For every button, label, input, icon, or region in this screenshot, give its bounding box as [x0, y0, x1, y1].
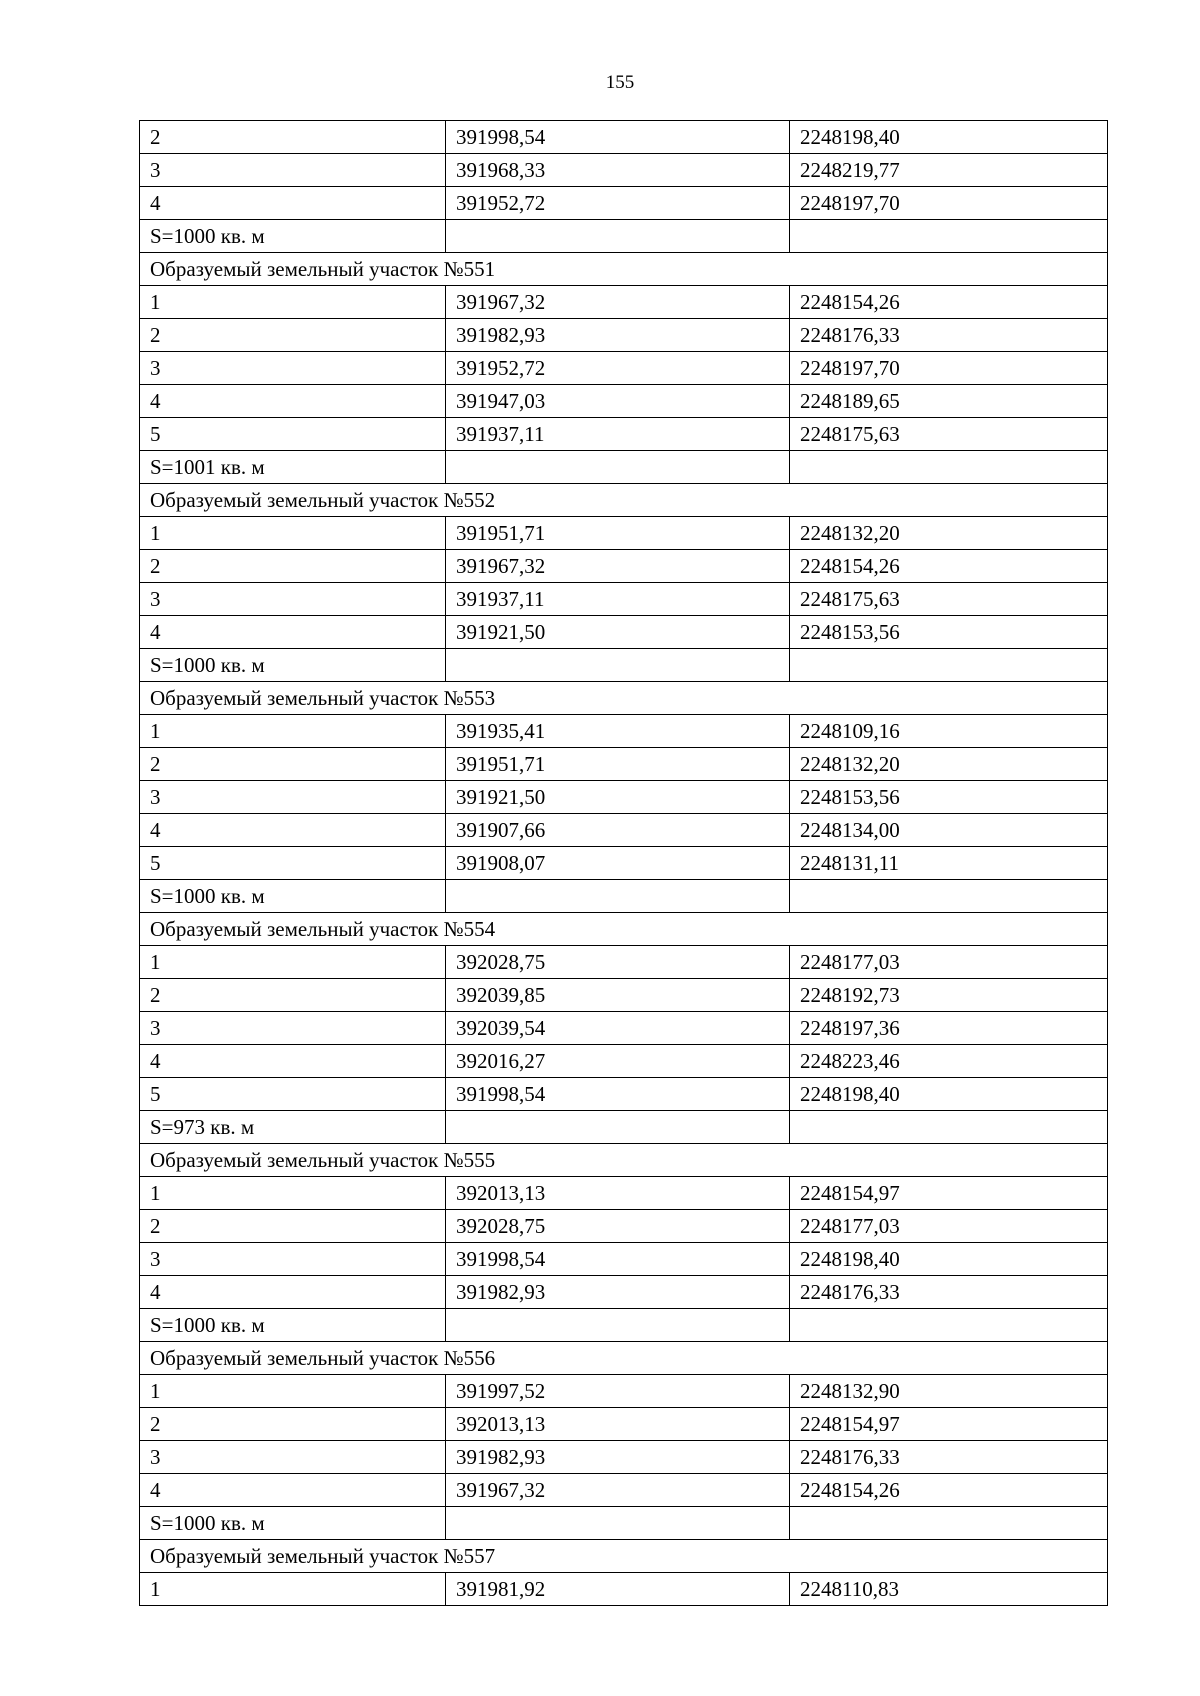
area-cell: S=1000 кв. м [140, 1309, 446, 1342]
plot-heading-cell: Образуемый земельный участок №556 [140, 1342, 1108, 1375]
x-coordinate-cell: 391998,54 [446, 1243, 790, 1276]
plot-heading-row [140, 1540, 1108, 1573]
point-row [140, 550, 1108, 583]
y-coordinate-cell: 2248153,56 [790, 781, 1108, 814]
x-coordinate-cell: 391967,32 [446, 1474, 790, 1507]
y-coordinate-cell: 2248154,97 [790, 1408, 1108, 1441]
point-row [140, 946, 1108, 979]
x-coordinate-cell: 392039,85 [446, 979, 790, 1012]
area-cell: S=973 кв. м [140, 1111, 446, 1144]
coordinates-table-body [140, 121, 1108, 1606]
x-coordinate-cell: 391907,66 [446, 814, 790, 847]
x-coordinate-cell: 391998,54 [446, 1078, 790, 1111]
point-row [140, 319, 1108, 352]
x-coordinate-cell: 391981,92 [446, 1573, 790, 1606]
plot-heading-cell: Образуемый земельный участок №551 [140, 253, 1108, 286]
plot-heading-row [140, 253, 1108, 286]
point-number-cell: 1 [140, 1573, 446, 1606]
point-row [140, 583, 1108, 616]
x-coordinate-cell: 391982,93 [446, 319, 790, 352]
y-coordinate-cell: 2248134,00 [790, 814, 1108, 847]
point-number-cell: 4 [140, 814, 446, 847]
point-row [140, 1474, 1108, 1507]
empty-cell [790, 451, 1108, 484]
x-coordinate-cell: 391967,32 [446, 550, 790, 583]
y-coordinate-cell: 2248176,33 [790, 1276, 1108, 1309]
area-row [140, 451, 1108, 484]
point-number-cell: 1 [140, 517, 446, 550]
y-coordinate-cell: 2248175,63 [790, 583, 1108, 616]
x-coordinate-cell: 391947,03 [446, 385, 790, 418]
y-coordinate-cell: 2248219,77 [790, 154, 1108, 187]
point-number-cell: 4 [140, 187, 446, 220]
y-coordinate-cell: 2248132,90 [790, 1375, 1108, 1408]
point-row [140, 781, 1108, 814]
point-number-cell: 3 [140, 1441, 446, 1474]
empty-cell [790, 220, 1108, 253]
point-number-cell: 1 [140, 946, 446, 979]
area-row [140, 649, 1108, 682]
y-coordinate-cell: 2248198,40 [790, 1243, 1108, 1276]
empty-cell [790, 1507, 1108, 1540]
y-coordinate-cell: 2248154,26 [790, 550, 1108, 583]
x-coordinate-cell: 391952,72 [446, 187, 790, 220]
plot-heading-cell: Образуемый земельный участок №552 [140, 484, 1108, 517]
empty-cell [790, 880, 1108, 913]
x-coordinate-cell: 391921,50 [446, 616, 790, 649]
point-number-cell: 3 [140, 1012, 446, 1045]
x-coordinate-cell: 392028,75 [446, 1210, 790, 1243]
area-cell: S=1001 кв. м [140, 451, 446, 484]
x-coordinate-cell: 392013,13 [446, 1408, 790, 1441]
y-coordinate-cell: 2248192,73 [790, 979, 1108, 1012]
x-coordinate-cell: 391982,93 [446, 1276, 790, 1309]
point-row [140, 748, 1108, 781]
area-row [140, 1309, 1108, 1342]
point-row [140, 154, 1108, 187]
point-row [140, 517, 1108, 550]
point-number-cell: 1 [140, 1177, 446, 1210]
empty-cell [446, 1111, 790, 1144]
point-row [140, 1177, 1108, 1210]
x-coordinate-cell: 391967,32 [446, 286, 790, 319]
point-number-cell: 3 [140, 352, 446, 385]
point-number-cell: 2 [140, 550, 446, 583]
area-cell: S=1000 кв. м [140, 220, 446, 253]
y-coordinate-cell: 2248177,03 [790, 946, 1108, 979]
plot-heading-cell: Образуемый земельный участок №553 [140, 682, 1108, 715]
y-coordinate-cell: 2248177,03 [790, 1210, 1108, 1243]
point-number-cell: 5 [140, 418, 446, 451]
plot-heading-row [140, 1342, 1108, 1375]
point-number-cell: 4 [140, 616, 446, 649]
plot-heading-row [140, 1144, 1108, 1177]
point-number-cell: 2 [140, 979, 446, 1012]
point-row [140, 616, 1108, 649]
point-row [140, 1078, 1108, 1111]
x-coordinate-cell: 392013,13 [446, 1177, 790, 1210]
point-row [140, 1375, 1108, 1408]
y-coordinate-cell: 2248176,33 [790, 1441, 1108, 1474]
point-number-cell: 4 [140, 1276, 446, 1309]
point-number-cell: 1 [140, 715, 446, 748]
x-coordinate-cell: 391998,54 [446, 121, 790, 154]
point-number-cell: 3 [140, 154, 446, 187]
x-coordinate-cell: 391935,41 [446, 715, 790, 748]
x-coordinate-cell: 391951,71 [446, 748, 790, 781]
y-coordinate-cell: 2248110,83 [790, 1573, 1108, 1606]
point-number-cell: 2 [140, 121, 446, 154]
y-coordinate-cell: 2248176,33 [790, 319, 1108, 352]
point-row [140, 1243, 1108, 1276]
empty-cell [446, 451, 790, 484]
y-coordinate-cell: 2248198,40 [790, 1078, 1108, 1111]
y-coordinate-cell: 2248197,36 [790, 1012, 1108, 1045]
area-cell: S=1000 кв. м [140, 880, 446, 913]
point-row [140, 814, 1108, 847]
y-coordinate-cell: 2248153,56 [790, 616, 1108, 649]
empty-cell [446, 880, 790, 913]
y-coordinate-cell: 2248154,26 [790, 286, 1108, 319]
y-coordinate-cell: 2248197,70 [790, 352, 1108, 385]
empty-cell [790, 1111, 1108, 1144]
x-coordinate-cell: 391937,11 [446, 583, 790, 616]
point-row [140, 121, 1108, 154]
plot-heading-cell: Образуемый земельный участок №554 [140, 913, 1108, 946]
point-number-cell: 5 [140, 847, 446, 880]
plot-heading-cell: Образуемый земельный участок №555 [140, 1144, 1108, 1177]
x-coordinate-cell: 392039,54 [446, 1012, 790, 1045]
point-number-cell: 2 [140, 748, 446, 781]
point-number-cell: 3 [140, 1243, 446, 1276]
area-row [140, 880, 1108, 913]
point-number-cell: 3 [140, 583, 446, 616]
y-coordinate-cell: 2248131,11 [790, 847, 1108, 880]
point-number-cell: 2 [140, 1210, 446, 1243]
x-coordinate-cell: 391952,72 [446, 352, 790, 385]
y-coordinate-cell: 2248154,26 [790, 1474, 1108, 1507]
empty-cell [790, 649, 1108, 682]
point-number-cell: 5 [140, 1078, 446, 1111]
y-coordinate-cell: 2248223,46 [790, 1045, 1108, 1078]
point-row [140, 418, 1108, 451]
point-number-cell: 3 [140, 781, 446, 814]
point-row [140, 715, 1108, 748]
x-coordinate-cell: 391997,52 [446, 1375, 790, 1408]
area-row [140, 220, 1108, 253]
y-coordinate-cell: 2248189,65 [790, 385, 1108, 418]
area-row [140, 1507, 1108, 1540]
x-coordinate-cell: 391908,07 [446, 847, 790, 880]
empty-cell [446, 1309, 790, 1342]
y-coordinate-cell: 2248198,40 [790, 121, 1108, 154]
point-row [140, 847, 1108, 880]
area-cell: S=1000 кв. м [140, 1507, 446, 1540]
point-number-cell: 4 [140, 1045, 446, 1078]
point-row [140, 1441, 1108, 1474]
plot-heading-row [140, 484, 1108, 517]
area-row [140, 1111, 1108, 1144]
x-coordinate-cell: 391982,93 [446, 1441, 790, 1474]
point-number-cell: 1 [140, 286, 446, 319]
coordinates-table [139, 120, 1108, 1606]
point-row [140, 385, 1108, 418]
point-row [140, 1408, 1108, 1441]
x-coordinate-cell: 391951,71 [446, 517, 790, 550]
point-number-cell: 2 [140, 1408, 446, 1441]
point-row [140, 1210, 1108, 1243]
empty-cell [446, 649, 790, 682]
x-coordinate-cell: 392028,75 [446, 946, 790, 979]
empty-cell [446, 220, 790, 253]
point-row [140, 1045, 1108, 1078]
y-coordinate-cell: 2248109,16 [790, 715, 1108, 748]
point-number-cell: 4 [140, 1474, 446, 1507]
y-coordinate-cell: 2248132,20 [790, 748, 1108, 781]
area-cell: S=1000 кв. м [140, 649, 446, 682]
plot-heading-row [140, 682, 1108, 715]
x-coordinate-cell: 392016,27 [446, 1045, 790, 1078]
y-coordinate-cell: 2248154,97 [790, 1177, 1108, 1210]
x-coordinate-cell: 391921,50 [446, 781, 790, 814]
y-coordinate-cell: 2248197,70 [790, 187, 1108, 220]
plot-heading-row [140, 913, 1108, 946]
point-row [140, 979, 1108, 1012]
point-row [140, 1573, 1108, 1606]
x-coordinate-cell: 391937,11 [446, 418, 790, 451]
point-row [140, 286, 1108, 319]
point-row [140, 352, 1108, 385]
point-row [140, 1012, 1108, 1045]
page-number: 155 [605, 72, 635, 93]
point-number-cell: 2 [140, 319, 446, 352]
y-coordinate-cell: 2248132,20 [790, 517, 1108, 550]
empty-cell [790, 1309, 1108, 1342]
plot-heading-cell: Образуемый земельный участок №557 [140, 1540, 1108, 1573]
point-row [140, 187, 1108, 220]
point-number-cell: 4 [140, 385, 446, 418]
empty-cell [446, 1507, 790, 1540]
point-number-cell: 1 [140, 1375, 446, 1408]
point-row [140, 1276, 1108, 1309]
y-coordinate-cell: 2248175,63 [790, 418, 1108, 451]
x-coordinate-cell: 391968,33 [446, 154, 790, 187]
